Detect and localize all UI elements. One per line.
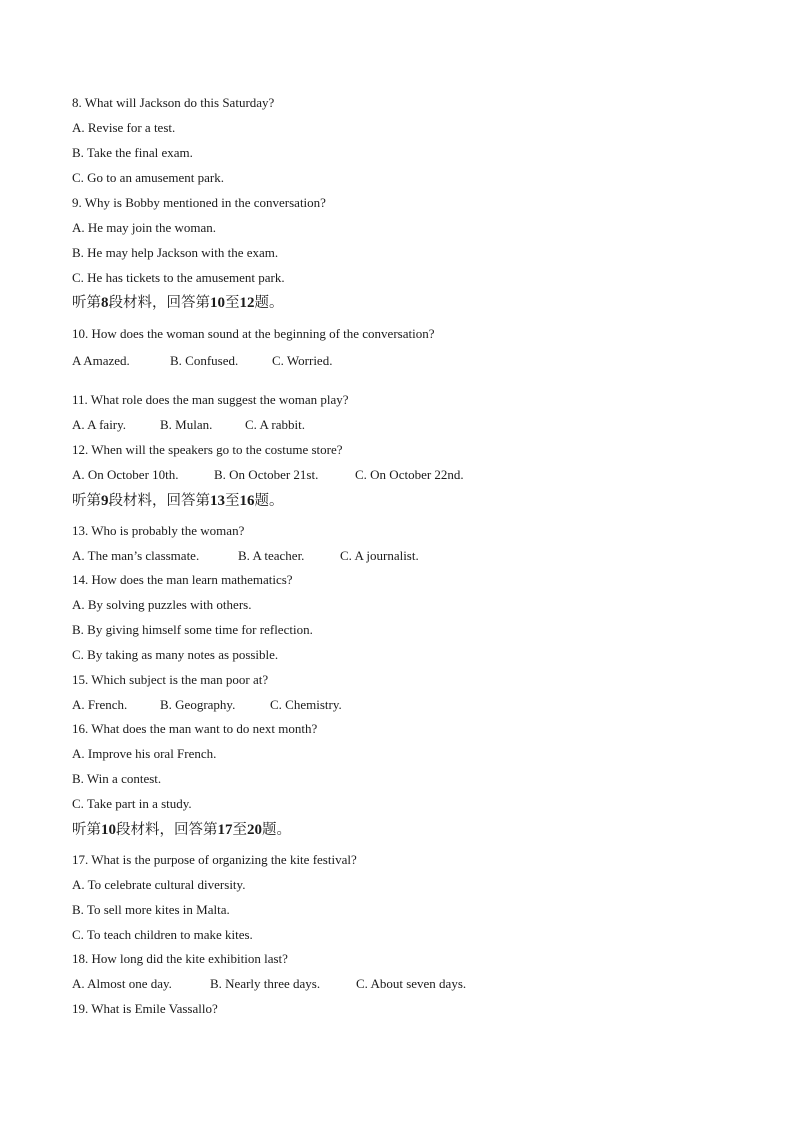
question-14: 14. How does the man learn mathematics? xyxy=(72,572,293,587)
q8-option-a: A. Revise for a test. xyxy=(72,120,176,135)
question-15: 15. Which subject is the man poor at? xyxy=(72,672,269,687)
question-16: 16. What does the man want to do next month? xyxy=(72,721,318,736)
question-13: 13. Who is probably the woman? xyxy=(72,523,245,538)
q14-option-a: A. By solving puzzles with others. xyxy=(72,597,252,612)
q16-option-c: C. Take part in a study. xyxy=(72,796,192,811)
q10-option-b: B. Confused. xyxy=(170,353,239,368)
q12-option-c: C. On October 22nd. xyxy=(355,467,464,482)
q14-option-c: C. By taking as many notes as possible. xyxy=(72,647,279,662)
question-8: 8. What will Jackson do this Saturday? xyxy=(72,95,275,110)
question-10: 10. How does the woman sound at the beginning of the conversation? xyxy=(72,326,435,341)
q8-option-c: C. Go to an amusement park. xyxy=(72,170,224,185)
section-10-heading: 听第10段材料，回答第17至20题。 xyxy=(72,822,291,838)
q8-option-b: B. Take the final exam. xyxy=(72,145,193,160)
q11-option-b: B. Mulan. xyxy=(160,417,213,432)
q17-option-b: B. To sell more kites in Malta. xyxy=(72,902,230,917)
section-8-heading: 听第8段材料，回答第10至12题。 xyxy=(72,295,284,311)
q15-option-b: B. Geography. xyxy=(160,697,236,712)
q14-option-b: B. By giving himself some time for reflection. xyxy=(72,622,313,637)
q13-option-a: A. The man’s classmate. xyxy=(72,548,200,563)
q18-option-c: C. About seven days. xyxy=(356,976,467,991)
question-12: 12. When will the speakers go to the costume store? xyxy=(72,442,343,457)
q15-option-a: A. French. xyxy=(72,697,128,712)
q15-option-c: C. Chemistry. xyxy=(270,697,342,712)
q9-option-b: B. He may help Jackson with the exam. xyxy=(72,245,279,260)
q12-option-b: B. On October 21st. xyxy=(214,467,319,482)
q18-option-a: A. Almost one day. xyxy=(72,976,172,991)
q13-option-b: B. A teacher. xyxy=(238,548,305,563)
q16-option-a: A. Improve his oral French. xyxy=(72,746,217,761)
q17-option-a: A. To celebrate cultural diversity. xyxy=(72,877,246,892)
q17-option-c: C. To teach children to make kites. xyxy=(72,927,253,942)
question-11: 11. What role does the man suggest the woman play? xyxy=(72,392,349,407)
q16-option-b: B. Win a contest. xyxy=(72,771,162,786)
q10-option-c: C. Worried. xyxy=(272,353,333,368)
q13-option-c: C. A journalist. xyxy=(340,548,419,563)
question-9: 9. Why is Bobby mentioned in the conversation? xyxy=(72,195,326,210)
question-17: 17. What is the purpose of organizing the kite festival? xyxy=(72,852,357,867)
q9-option-a: A. He may join the woman. xyxy=(72,220,217,235)
q11-option-a: A. A fairy. xyxy=(72,417,127,432)
q9-option-c: C. He has tickets to the amusement park. xyxy=(72,270,285,285)
question-18: 18. How long did the kite exhibition last? xyxy=(72,951,288,966)
section-9-heading: 听第9段材料，回答第13至16题。 xyxy=(72,493,284,509)
question-19: 19. What is Emile Vassallo? xyxy=(72,1001,218,1016)
q10-option-a: A Amazed. xyxy=(72,353,130,368)
q11-option-c: C. A rabbit. xyxy=(245,417,305,432)
q12-option-a: A. On October 10th. xyxy=(72,467,179,482)
q18-option-b: B. Nearly three days. xyxy=(210,976,321,991)
